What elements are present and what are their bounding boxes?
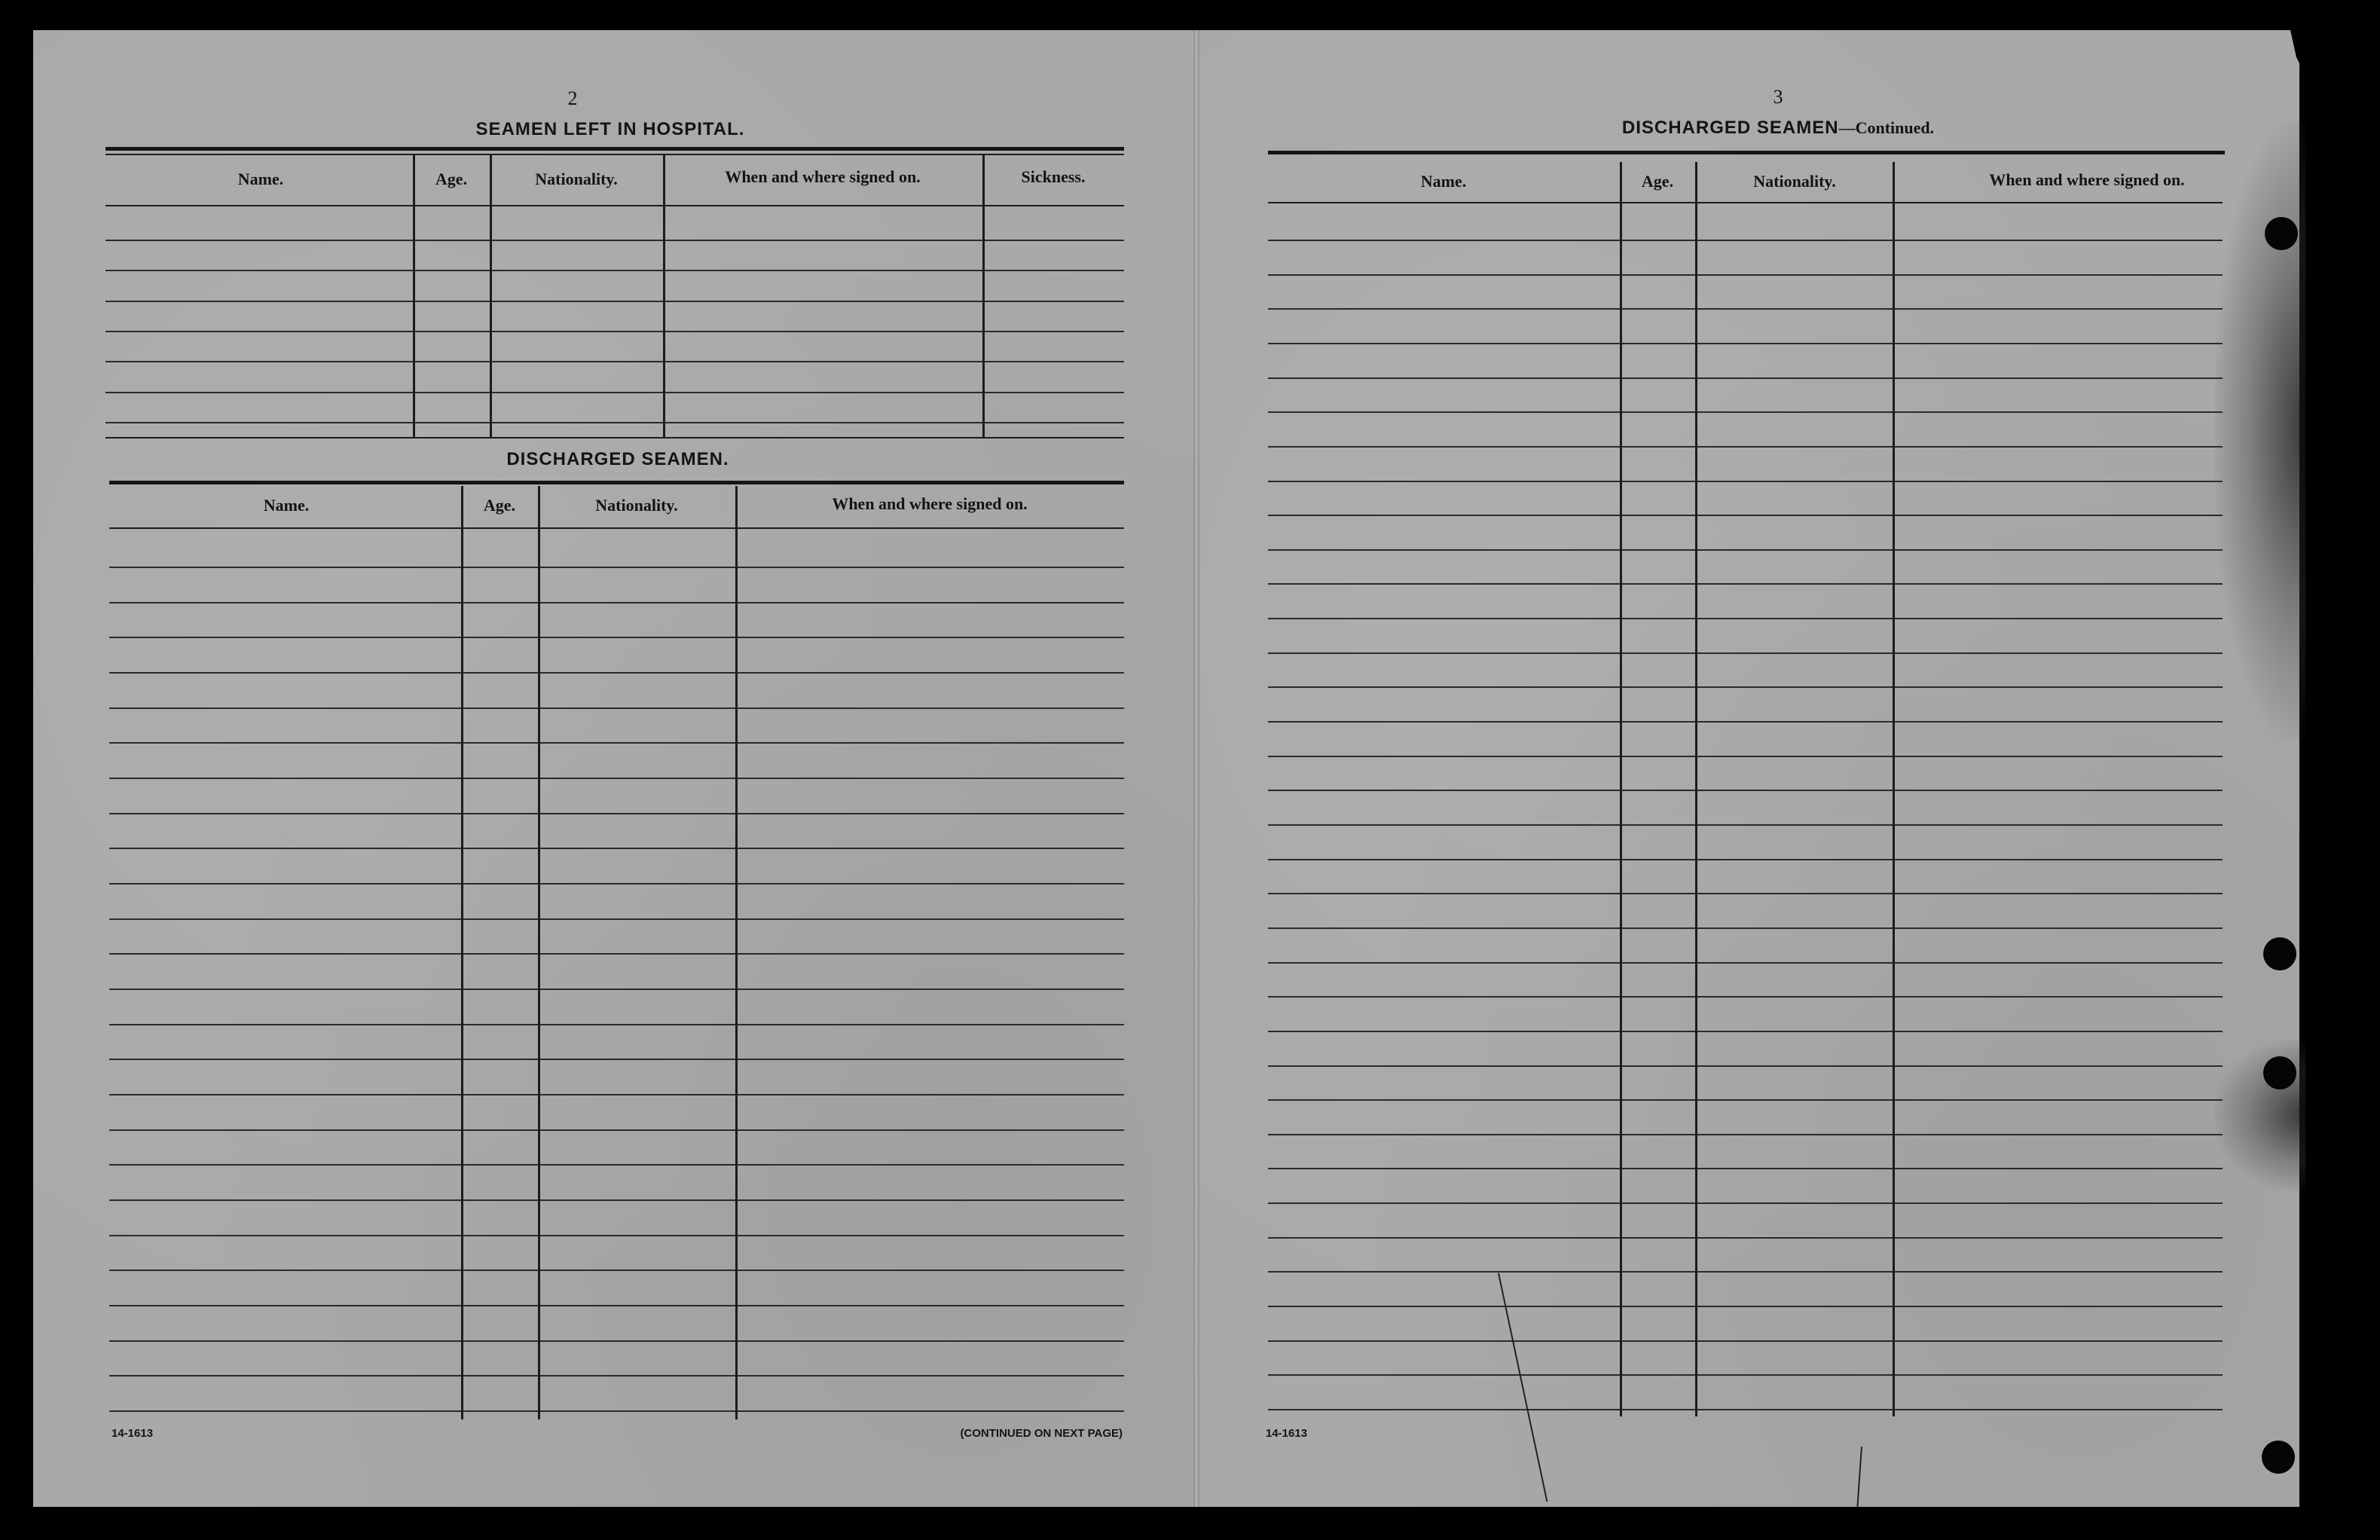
table-row-rule [109,637,1124,638]
table-row-rule [109,813,1124,814]
table-row-rule [105,301,1124,302]
table-row-rule [105,392,1124,393]
column-divider [538,486,540,1419]
discharged-section-title: DISCHARGED SEAMEN. [506,449,729,469]
continued-note: (CONTINUED ON NEXT PAGE) [960,1427,1123,1440]
column-divider [982,155,985,437]
left-page [33,30,1193,1507]
table-row-rule [109,778,1124,779]
table-row-rule [1268,790,2223,791]
table-row-rule [109,1059,1124,1060]
table-row-rule [1268,1099,2223,1101]
table-row-rule [1268,1134,2223,1135]
table-row-rule [1268,515,2223,516]
form-number-right: 14-1613 [1266,1427,1308,1440]
table-row-rule [109,1375,1124,1377]
punch-hole-3 [2263,1056,2296,1089]
page-fold [1193,30,1199,1507]
table-row-rule [1268,446,2223,448]
column-divider [735,486,738,1419]
right-col-nationality: Nationality. [1753,172,1836,191]
table-row-rule [109,1024,1124,1025]
table-row-rule [1268,1237,2223,1239]
column-divider [490,155,492,437]
table-row-rule [109,953,1124,955]
table-row-rule [1268,1271,2223,1273]
column-divider [1620,162,1622,1416]
right-col-age: Age. [1641,172,1674,191]
table-row-rule [1268,824,2223,826]
table-row-rule [1268,1031,2223,1032]
table-row-rule [1268,893,2223,894]
table-row-rule [1268,1306,2223,1307]
table-row-rule [109,1340,1124,1342]
table-row-rule [109,742,1124,744]
column-divider [663,155,665,437]
table-row-rule [1268,377,2223,379]
punch-hole-2 [2263,937,2296,970]
header-underline [1268,202,2223,203]
punch-hole-4 [2262,1441,2295,1474]
table-row-rule [109,602,1124,603]
table-row-rule [105,270,1124,271]
continued-title-suffix: —Continued. [1838,118,1935,137]
continued-section-title [1537,118,2019,139]
table-row-rule [1268,583,2223,585]
table-row-rule [109,883,1124,885]
right-col-name: Name. [1420,172,1467,191]
table-row-rule [1268,962,2223,964]
table-row-rule [1268,1065,2223,1067]
discharged-col-age: Age. [483,496,516,515]
table-row-rule [1268,721,2223,723]
table-row-rule [1268,343,2223,344]
punch-hole-1 [2265,217,2298,250]
table-row-rule [105,361,1124,362]
table-row-rule [1268,756,2223,757]
hospital-section-title: SEAMEN LEFT IN HOSPITAL. [475,119,745,139]
table-row-rule [1268,1409,2223,1410]
hospital-col-sickness: Sickness. [1021,167,1086,186]
discharged-col-name: Name. [263,496,310,515]
page-number-left: 2 [567,87,578,109]
table-row-rule [1268,927,2223,929]
table-row-rule [109,1164,1124,1166]
table-row-rule [105,422,1124,423]
hospital-col-name: Name. [237,170,284,188]
table-row-rule [109,1235,1124,1236]
table-row-rule [105,331,1124,332]
continued-title-main: DISCHARGED SEAMEN [1621,118,1839,138]
table-row-rule [109,918,1124,920]
column-divider [413,155,415,437]
discharged-col-signed-on: When and where signed on. [832,494,1028,513]
column-divider [461,486,463,1419]
header-underline [105,205,1124,206]
table-row-rule [1268,240,2223,241]
table-row-rule [109,988,1124,990]
hospital-table-top-rule [105,147,1124,151]
header-underline [109,527,1124,529]
hospital-table-bottom-rule [105,437,1124,438]
right-page [1199,30,2299,1507]
table-row-rule [109,1410,1124,1412]
discharged-col-nationality: Nationality. [595,496,678,515]
table-row-rule [109,1305,1124,1306]
table-row-rule [1268,1340,2223,1342]
table-row-rule [1268,618,2223,619]
table-row-rule [1268,1202,2223,1204]
discharged-table-top-rule [109,481,1124,484]
column-divider [1893,162,1895,1416]
hospital-col-age: Age. [435,170,468,188]
table-row-rule [1268,274,2223,276]
table-row-rule [1268,411,2223,413]
hospital-col-nationality: Nationality. [535,170,618,188]
page-number-right: 3 [1773,86,1783,108]
table-row-rule [105,240,1124,241]
hospital-table-top-rule-2 [105,154,1124,155]
form-number-left: 14-1613 [112,1427,154,1440]
table-row-rule [109,672,1124,674]
edge-smudge-top [2215,121,2305,738]
table-row-rule [1268,1168,2223,1169]
table-row-rule [1268,686,2223,688]
table-row-rule [109,707,1124,709]
table-row-rule [109,1199,1124,1201]
table-row-rule [1268,1374,2223,1376]
table-row-rule [109,567,1124,568]
table-row-rule [1268,859,2223,860]
hospital-col-signed-on: When and where signed on. [725,167,921,186]
table-row-rule [109,1270,1124,1271]
right-table-top-rule [1268,151,2225,154]
table-row-rule [1268,481,2223,482]
table-row-rule [109,1094,1124,1095]
table-row-rule [1268,652,2223,654]
table-row-rule [1268,996,2223,998]
table-row-rule [109,1129,1124,1131]
table-row-rule [109,848,1124,849]
table-row-rule [1268,549,2223,551]
column-divider [1695,162,1697,1416]
table-row-rule [1268,308,2223,310]
right-col-signed-on: When and where signed on. [1989,170,2185,189]
